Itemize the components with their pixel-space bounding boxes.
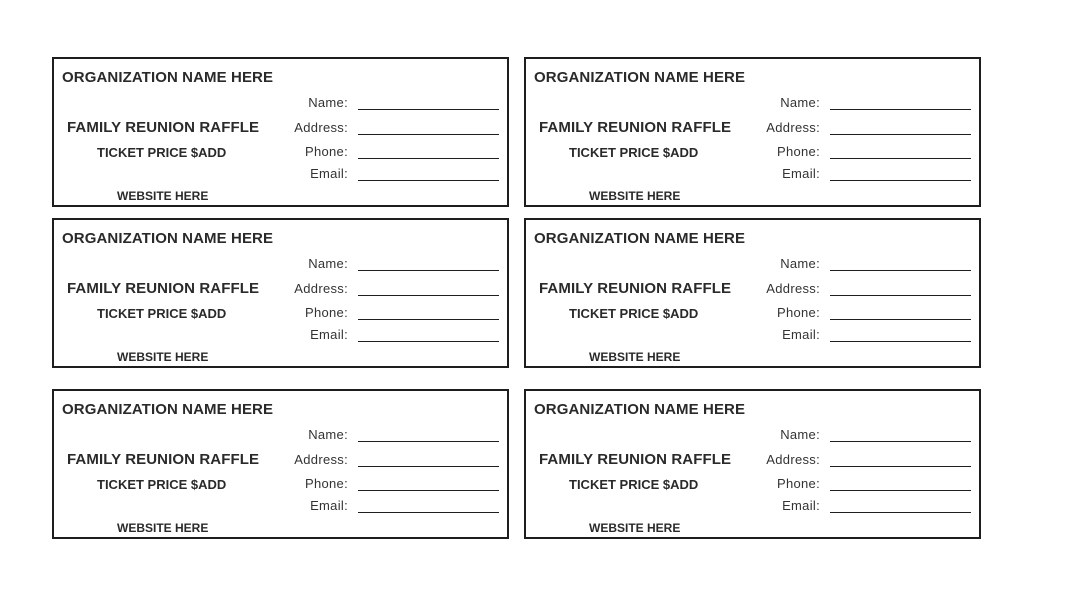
address-line xyxy=(830,134,971,135)
email-label: Email: xyxy=(782,498,820,513)
website-text: WEBSITE HERE xyxy=(589,189,681,203)
raffle-ticket-4 xyxy=(524,218,981,368)
phone-line xyxy=(358,490,499,491)
ticket-price: TICKET PRICE $ADD xyxy=(569,477,699,492)
phone-label: Phone: xyxy=(304,144,348,159)
phone-line xyxy=(358,158,499,159)
email-line xyxy=(830,341,971,342)
raffle-ticket-2 xyxy=(524,57,981,207)
name-line xyxy=(358,441,499,442)
email-line xyxy=(830,180,971,181)
address-label: Address: xyxy=(766,452,820,467)
organization-name: ORGANIZATION NAME HERE xyxy=(534,230,746,247)
name-label: Name: xyxy=(308,256,348,271)
name-label: Name: xyxy=(780,256,820,271)
email-label: Email: xyxy=(310,498,348,513)
ticket-price: TICKET PRICE $ADD xyxy=(97,477,227,492)
email-line xyxy=(358,180,499,181)
address-label: Address: xyxy=(294,120,348,135)
phone-label: Phone: xyxy=(304,305,348,320)
phone-label: Phone: xyxy=(776,144,820,159)
phone-line xyxy=(830,158,971,159)
address-label: Address: xyxy=(766,281,820,296)
ticket-price: TICKET PRICE $ADD xyxy=(97,145,227,160)
ticket-price: TICKET PRICE $ADD xyxy=(569,306,699,321)
address-line xyxy=(358,466,499,467)
website-text: WEBSITE HERE xyxy=(117,521,209,535)
name-line xyxy=(830,270,971,271)
address-line xyxy=(358,134,499,135)
email-line xyxy=(358,512,499,513)
event-title: FAMILY REUNION RAFFLE xyxy=(539,451,732,468)
name-line xyxy=(830,109,971,110)
website-text: WEBSITE HERE xyxy=(117,189,209,203)
event-title: FAMILY REUNION RAFFLE xyxy=(539,280,732,297)
name-line xyxy=(830,441,971,442)
name-line xyxy=(358,109,499,110)
raffle-ticket-3 xyxy=(52,218,509,368)
website-text: WEBSITE HERE xyxy=(117,350,209,364)
ticket-price: TICKET PRICE $ADD xyxy=(569,145,699,160)
email-label: Email: xyxy=(310,166,348,181)
email-line xyxy=(830,512,971,513)
event-title: FAMILY REUNION RAFFLE xyxy=(67,451,260,468)
address-line xyxy=(358,295,499,296)
organization-name: ORGANIZATION NAME HERE xyxy=(62,230,274,247)
name-label: Name: xyxy=(780,427,820,442)
raffle-ticket-5 xyxy=(52,389,509,539)
event-title: FAMILY REUNION RAFFLE xyxy=(67,119,260,136)
email-line xyxy=(358,341,499,342)
address-label: Address: xyxy=(294,281,348,296)
organization-name: ORGANIZATION NAME HERE xyxy=(62,401,274,418)
address-label: Address: xyxy=(766,120,820,135)
raffle-ticket-1 xyxy=(52,57,509,207)
event-title: FAMILY REUNION RAFFLE xyxy=(67,280,260,297)
website-text: WEBSITE HERE xyxy=(589,521,681,535)
phone-line xyxy=(830,490,971,491)
name-label: Name: xyxy=(308,95,348,110)
address-line xyxy=(830,466,971,467)
organization-name: ORGANIZATION NAME HERE xyxy=(62,69,274,86)
event-title: FAMILY REUNION RAFFLE xyxy=(539,119,732,136)
email-label: Email: xyxy=(310,327,348,342)
phone-line xyxy=(830,319,971,320)
phone-label: Phone: xyxy=(776,305,820,320)
phone-label: Phone: xyxy=(304,476,348,491)
phone-label: Phone: xyxy=(776,476,820,491)
website-text: WEBSITE HERE xyxy=(589,350,681,364)
phone-line xyxy=(358,319,499,320)
email-label: Email: xyxy=(782,327,820,342)
organization-name: ORGANIZATION NAME HERE xyxy=(534,401,746,418)
organization-name: ORGANIZATION NAME HERE xyxy=(534,69,746,86)
email-label: Email: xyxy=(782,166,820,181)
address-line xyxy=(830,295,971,296)
name-line xyxy=(358,270,499,271)
raffle-ticket-6 xyxy=(524,389,981,539)
name-label: Name: xyxy=(780,95,820,110)
ticket-price: TICKET PRICE $ADD xyxy=(97,306,227,321)
name-label: Name: xyxy=(308,427,348,442)
address-label: Address: xyxy=(294,452,348,467)
